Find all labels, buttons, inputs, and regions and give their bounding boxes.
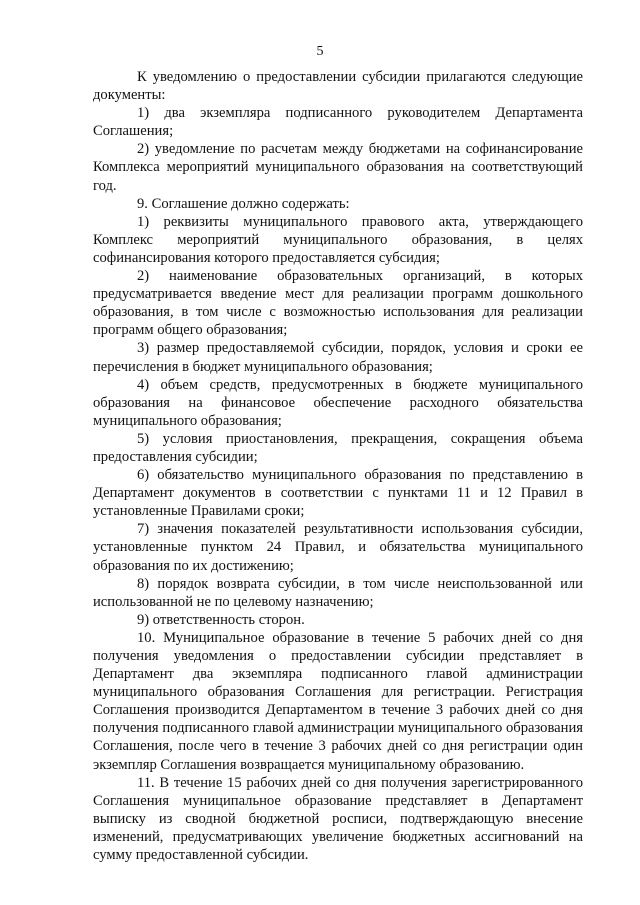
paragraph-9-item-7: 7) значения показателей результативности использования субсидии, установленные пунктом 24 Правил, и обязательства муниципального образования по их достижению;	[93, 521, 583, 574]
paragraph-9-item-1: 1) реквизиты муниципального правового акта, утверждающего Комплекс мероприятий муниципального образования, в целях софинансирования которого предоставляется субсидия;	[93, 213, 583, 266]
page-number: 5	[316, 44, 324, 59]
paragraph-section-9: 9. Соглашение должно содержать:	[137, 195, 350, 212]
paragraph-9-item-2: 2) наименование образовательных организаций, в которых предусматривается введение мест для реализации программ дошкольного образования, в том числе с возможностью использования для реализации программ общего образования;	[93, 268, 583, 339]
paragraph-section-11: 11. В течение 15 рабочих дней со дня получения зарегистрированного Соглашения муниципальное образование представляет в Департамент выписку из сводной бюджетной росписи, подтверждающую внесение изменений, предусматривающих увеличение бюджетных ассигнований на сумму предоставленной субсидии.	[93, 774, 583, 864]
paragraph-9-item-5: 5) условия приостановления, прекращения, сокращения объема предоставления субсидии;	[93, 430, 583, 465]
paragraph-9-item-8: 8) порядок возврата субсидии, в том числе неиспользованной или использованной не по целевому назначению;	[93, 575, 583, 610]
paragraph-9-item-4: 4) объем средств, предусмотренных в бюджете муниципального образования на финансовое обеспечение расходного обязательства муниципального образования;	[93, 376, 583, 429]
paragraph-9-item-9: 9) ответственность сторон.	[137, 611, 305, 628]
paragraph-item-2-notice: 2) уведомление по расчетам между бюджетами на софинансирование Комплекса мероприятий муниципального образования на соответствующий год.	[93, 141, 583, 194]
document-body	[93, 68, 583, 864]
paragraph-9-item-6: 6) обязательство муниципального образования по представлению в Департамент документов в соответствии с пунктами 11 и 12 Правил в установленные Правилами сроки;	[93, 467, 583, 520]
paragraph-item-1-copies: 1) два экземпляра подписанного руководителем Департамента Соглашения;	[93, 105, 583, 140]
paragraph-section-10: 10. Муниципальное образование в течение 5 рабочих дней со дня получения уведомления о предоставлении субсидии представляет в Департамент два экземпляра подписанного главой администрации муниципального образования Соглашения для регистрации. Регистрация Соглашения производится Департаментом в течение 3 рабочих дней со дня получения подписанного главой администрации муниципального образования Соглашения, после чего в течение 3 рабочих дней со дня регистрации один экземпляр Соглашения возвращается муниципальному образованию.	[93, 629, 583, 773]
paragraph-9-item-3: 3) размер предоставляемой субсидии, порядок, условия и сроки ее перечисления в бюджет муниципального образования;	[93, 340, 583, 375]
paragraph-documents-intro: К уведомлению о предоставлении субсидии прилагаются следующие документы:	[93, 69, 583, 104]
